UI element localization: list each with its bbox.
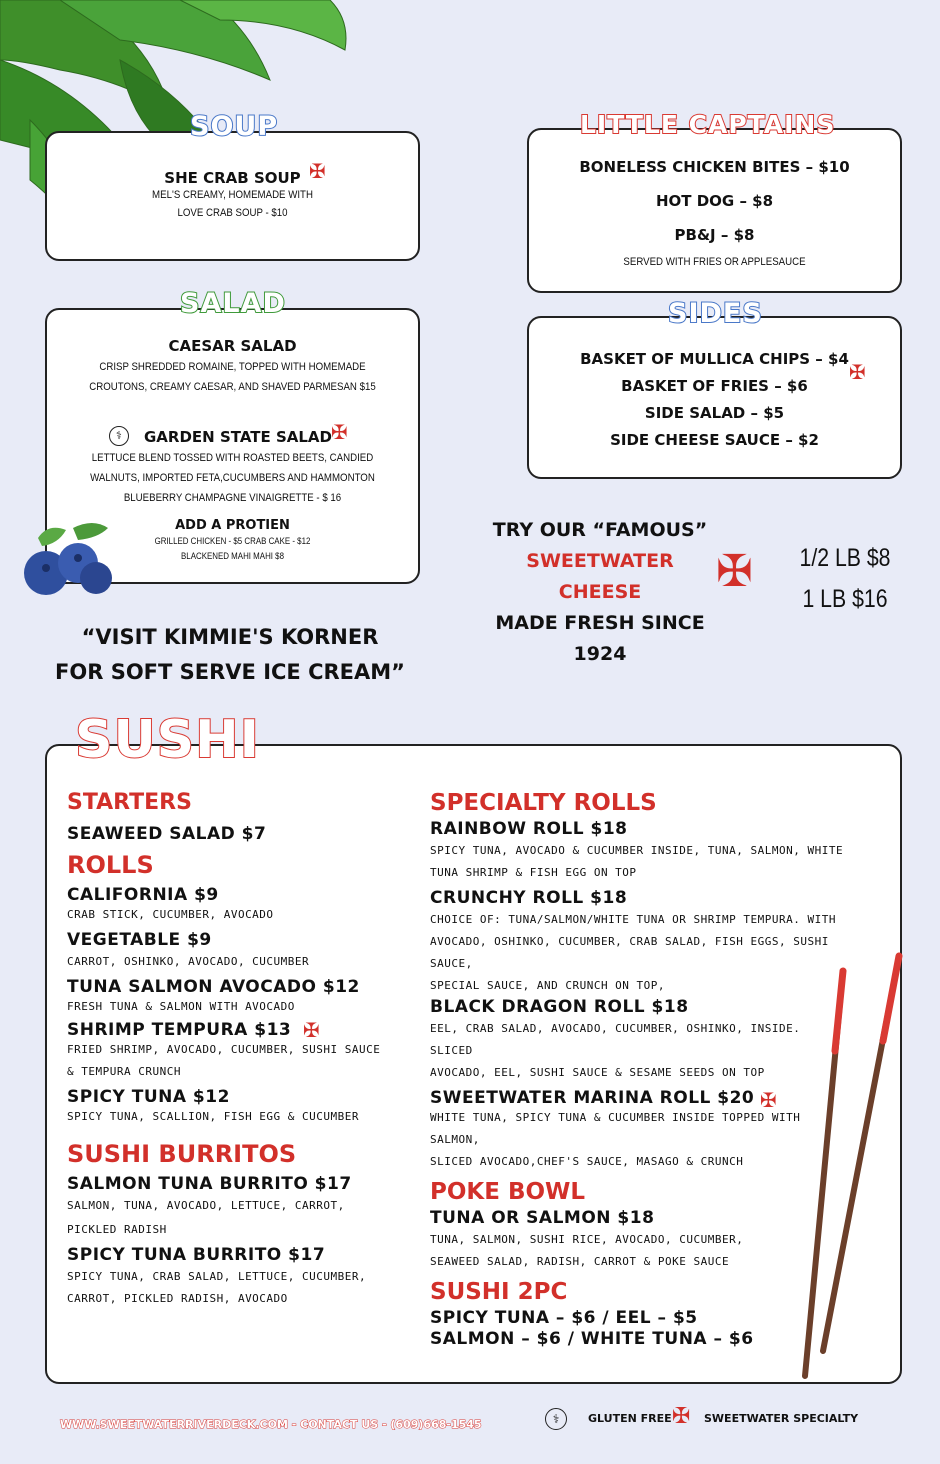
california-roll-item: CALIFORNIA $9 <box>67 885 219 905</box>
rolls-heading: ROLLS <box>67 851 154 879</box>
side-salad-item: SIDE SALAD – $5 <box>644 404 785 422</box>
garden-state-salad-name: GARDEN STATE SALAD <box>144 428 332 446</box>
kids-served-with-note: SERVED WITH FRIES OR APPLESAUCE <box>623 256 806 268</box>
starters-heading: STARTERS <box>67 790 192 815</box>
add-protein-line-2: BLACKENED MAHI MAHI $8 <box>181 551 284 561</box>
sushi-2pc-heading: SUSHI 2PC <box>430 1279 568 1305</box>
sweetwater-marina-roll-desc-1: WHITE TUNA, SPICY TUNA & CUCUMBER INSIDE TOPPED WITH SALMON, <box>430 1111 801 1146</box>
gluten-free-icon: ⚕ <box>545 1408 567 1430</box>
crunchy-roll-desc-1: CHOICE OF: TUNA/SALMON/WHITE TUNA OR SHRIMP TEMPURA. WITH <box>430 913 836 926</box>
vegetable-roll-item: VEGETABLE $9 <box>67 930 212 950</box>
sushi-2pc-line-2: SALMON – $6 / WHITE TUNA – $6 <box>430 1329 754 1349</box>
sweetwater-specialty-icon: ✠ <box>303 1018 320 1042</box>
sushi-burritos-heading: SUSHI BURRITOS <box>67 1140 297 1168</box>
sweetwater-specialty-icon: ✠ <box>672 1404 691 1429</box>
she-crab-soup-name: SHE CRAB SOUP <box>164 169 301 187</box>
fries-item: BASKET OF FRIES – $6 <box>621 377 808 395</box>
mullica-chips-item: BASKET OF MULLICA CHIPS – $4 <box>580 350 849 368</box>
poke-bowl-item: TUNA OR SALMON $18 <box>430 1208 655 1228</box>
add-protein-title: ADD A PROTIEN <box>175 518 290 533</box>
spicy-tuna-burrito-desc-2: CARROT, PICKLED RADISH, AVOCADO <box>67 1292 288 1305</box>
little-captains-title: LITTLE CAPTAINS <box>580 110 836 139</box>
salmon-tuna-burrito-desc-2: PICKLED RADISH <box>67 1223 167 1236</box>
add-protein-line-1: GRILLED CHICKEN - $5 CRAB CAKE - $12 <box>154 536 311 546</box>
sweetwater-specialty-icon: ✠ <box>309 159 326 183</box>
gluten-free-icon: ⚕ <box>109 426 129 446</box>
salad-title: SALAD <box>180 288 286 319</box>
black-dragon-roll-item: BLACK DRAGON ROLL $18 <box>430 997 689 1017</box>
cheese-half-lb-price: 1/2 LB $8 <box>799 544 891 572</box>
cheese-line-2: SWEETWATER <box>526 550 674 572</box>
pbj-item: PB&J – $8 <box>674 226 755 244</box>
gluten-free-legend: GLUTEN FREE <box>588 1412 672 1425</box>
garden-salad-desc-2: WALNUTS, IMPORTED FETA,CUCUMBERS AND HAMMONTON <box>90 472 375 484</box>
cheese-prices <box>798 538 892 620</box>
shrimp-tempura-desc-2: & TEMPURA CRUNCH <box>67 1065 181 1078</box>
shrimp-tempura-item: SHRIMP TEMPURA $13 <box>67 1020 292 1040</box>
salmon-tuna-burrito-item: SALMON TUNA BURRITO $17 <box>67 1174 352 1194</box>
soup-title: SOUP <box>190 111 279 142</box>
poke-bowl-desc-2: SEAWEED SALAD, RADISH, CARROT & POKE SAUCE <box>430 1255 730 1268</box>
garden-salad-desc-3: BLUEBERRY CHAMPAGNE VINAIGRETTE - $ 16 <box>123 492 342 504</box>
she-crab-soup-desc-1: MEL'S CREAMY, HOMEMADE WITH <box>152 189 313 201</box>
caesar-salad-name: CAESAR SALAD <box>168 337 297 355</box>
rainbow-roll-item: RAINBOW ROLL $18 <box>430 819 628 839</box>
chopsticks-image <box>795 951 905 1381</box>
poke-bowl-heading: POKE BOWL <box>430 1179 586 1205</box>
cheese-line-3: CHEESE <box>558 581 642 603</box>
sides-title: SIDES <box>668 298 763 329</box>
spicy-tuna-item: SPICY TUNA $12 <box>67 1087 230 1107</box>
crunchy-roll-desc-3: SPECIAL SAUCE, AND CRUNCH ON TOP, <box>430 979 666 992</box>
rainbow-roll-desc-2: TUNA SHRIMP & FISH EGG ON TOP <box>430 866 637 879</box>
spicy-tuna-burrito-item: SPICY TUNA BURRITO $17 <box>67 1245 326 1265</box>
sweetwater-specialty-icon: ✠ <box>849 360 866 384</box>
vegetable-roll-desc: CARROT, OSHINKO, AVOCADO, CUCUMBER <box>67 955 310 968</box>
cheese-one-lb-price: 1 LB $16 <box>802 585 888 613</box>
hot-dog-item: HOT DOG – $8 <box>655 192 774 210</box>
kimmies-korner-note <box>40 620 420 690</box>
california-roll-desc: CRAB STICK, CUCUMBER, AVOCADO <box>67 908 274 921</box>
caesar-salad-desc-1: CRISP SHREDDED ROMAINE, TOPPED WITH HOMEMADE <box>99 361 366 373</box>
sweetwater-cheese-promo <box>490 515 710 670</box>
crunchy-roll-item: CRUNCHY ROLL $18 <box>430 888 628 908</box>
cheese-line-1: TRY OUR “FAMOUS” <box>492 519 708 541</box>
spicy-tuna-burrito-desc-1: SPICY TUNA, CRAB SALAD, LETTUCE, CUCUMBER, <box>67 1270 367 1283</box>
sweetwater-specialty-icon: ✠ <box>760 1088 777 1112</box>
blueberries-image <box>18 518 123 598</box>
cheese-line-4: MADE FRESH SINCE <box>495 612 705 634</box>
sweetwater-specialty-icon: ✠ <box>331 420 348 444</box>
tuna-salmon-avocado-item: TUNA SALMON AVOCADO $12 <box>67 977 360 997</box>
contact-footer[interactable]: WWW.SWEETWATERRIVERDECK.COM - CONTACT US - (609)668-1545 <box>60 1418 482 1431</box>
specialty-rolls-heading: SPECIALTY ROLLS <box>430 790 657 816</box>
sides-section <box>527 316 902 479</box>
kimmie-line-2: FOR SOFT SERVE ICE CREAM” <box>55 660 405 684</box>
poke-bowl-desc-1: TUNA, SALMON, SUSHI RICE, AVOCADO, CUCUMBER, <box>430 1233 744 1246</box>
black-dragon-roll-desc-2: AVOCADO, EEL, SUSHI SAUCE & SESAME SEEDS ON TOP <box>430 1066 765 1079</box>
soup-section <box>45 131 420 261</box>
sweetwater-specialty-legend: SWEETWATER SPECIALTY <box>704 1412 859 1425</box>
caesar-salad-desc-2: CROUTONS, CREAMY CAESAR, AND SHAVED PARMESAN $15 <box>89 381 376 393</box>
crunchy-roll-desc-2: AVOCADO, OSHINKO, CUCUMBER, CRAB SALAD, FISH EGGS, SUSHI SAUCE, <box>430 935 829 970</box>
seaweed-salad-item: SEAWEED SALAD $7 <box>67 824 267 844</box>
little-captains-section <box>527 128 902 293</box>
sweetwater-marina-roll-desc-2: SLICED AVOCADO,CHEF'S SAUCE, MASAGO & CRUNCH <box>430 1155 744 1168</box>
chicken-bites-item: BONELESS CHICKEN BITES – $10 <box>579 158 850 176</box>
sweetwater-dragon-logo-icon: ✠ <box>716 546 753 597</box>
sushi-title: SUSHI <box>75 710 260 770</box>
black-dragon-roll-desc-1: EEL, CRAB SALAD, AVOCADO, CUCUMBER, OSHINKO, INSIDE. SLICED <box>430 1022 801 1057</box>
salmon-tuna-burrito-desc-1: SALMON, TUNA, AVOCADO, LETTUCE, CARROT, <box>67 1199 345 1212</box>
cheese-line-5: 1924 <box>573 643 627 665</box>
garden-salad-desc-1: LETTUCE BLEND TOSSED WITH ROASTED BEETS, CANDIED <box>91 452 374 464</box>
spicy-tuna-desc: SPICY TUNA, SCALLION, FISH EGG & CUCUMBER <box>67 1110 360 1123</box>
sushi-2pc-line-1: SPICY TUNA – $6 / EEL – $5 <box>430 1308 698 1328</box>
sweetwater-marina-roll-item: SWEETWATER MARINA ROLL $20 <box>430 1088 755 1108</box>
sushi-section <box>45 744 902 1384</box>
rainbow-roll-desc-1: SPICY TUNA, AVOCADO & CUCUMBER INSIDE, TUNA, SALMON, WHITE <box>430 844 844 857</box>
side-cheese-sauce-item: SIDE CHEESE SAUCE – $2 <box>610 431 819 449</box>
she-crab-soup-desc-2: LOVE CRAB SOUP - $10 <box>177 207 288 219</box>
kimmie-line-1: “VISIT KIMMIE'S KORNER <box>81 625 379 649</box>
shrimp-tempura-desc-1: FRIED SHRIMP, AVOCADO, CUCUMBER, SUSHI SAUCE <box>67 1043 381 1056</box>
tuna-salmon-avocado-desc: FRESH TUNA & SALMON WITH AVOCADO <box>67 1000 295 1013</box>
